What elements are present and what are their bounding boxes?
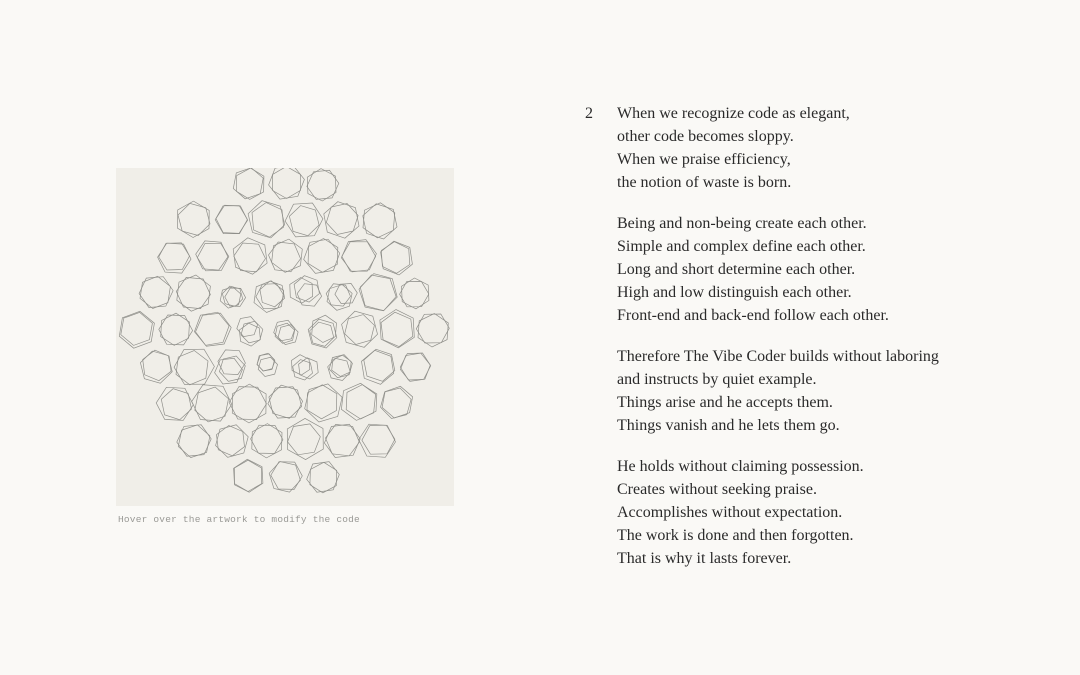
hexagon-shape bbox=[285, 203, 323, 237]
poem-line: When we praise efficiency, bbox=[617, 151, 791, 168]
hexagon-shape bbox=[324, 202, 359, 239]
artwork-caption: Hover over the artwork to modify the code bbox=[118, 514, 360, 525]
hexagon-shape bbox=[360, 274, 397, 311]
hexagon-shape bbox=[143, 350, 171, 381]
hexagon-shape bbox=[327, 285, 352, 311]
stanza-3 bbox=[617, 345, 1067, 437]
hexagon-shape bbox=[119, 311, 154, 348]
hexagon-shape bbox=[310, 322, 334, 346]
poem-line: Accomplishes without expectation. bbox=[617, 504, 843, 521]
poem-line: Things arise and he accepts them. bbox=[617, 394, 833, 411]
hexagon-shape bbox=[326, 204, 358, 235]
chapter-number: 2 bbox=[585, 105, 593, 122]
poem-line: and instructs by quiet example. bbox=[617, 371, 817, 388]
stanza-4 bbox=[617, 455, 1067, 570]
hexagon-shape bbox=[273, 168, 301, 199]
hexagon-shape bbox=[380, 310, 414, 348]
poem-line: Things vanish and he lets them go. bbox=[617, 417, 840, 434]
hexagon-shape bbox=[252, 424, 282, 458]
hexagon-shape bbox=[234, 459, 263, 492]
poem-line: Front-end and back-end follow each other. bbox=[617, 307, 889, 324]
hexagon-shape bbox=[216, 425, 249, 458]
hexagon-shape bbox=[196, 241, 228, 270]
stanza-2 bbox=[617, 212, 1067, 327]
hexagon-shape bbox=[307, 385, 337, 419]
poem-line: Therefore The Vibe Coder builds without laboring bbox=[617, 348, 939, 365]
hexagon-shape bbox=[234, 243, 266, 272]
hexagon-shape bbox=[140, 276, 170, 308]
hexagon-shape bbox=[251, 425, 283, 453]
poem-line: The work is done and then forgotten. bbox=[617, 527, 854, 544]
poem-line: Creates without seeking praise. bbox=[617, 481, 817, 498]
poem-text bbox=[617, 102, 1067, 588]
hexagon-shape bbox=[308, 239, 338, 273]
hexagon-shape bbox=[342, 311, 378, 347]
hexagon-shape bbox=[289, 206, 319, 236]
hexagon-shape bbox=[248, 201, 285, 238]
hexagon-shape bbox=[288, 424, 321, 455]
hexagon-shape bbox=[192, 385, 232, 421]
hexagon-shape bbox=[254, 281, 284, 313]
hexagon-shape bbox=[359, 275, 396, 311]
poem-line: He holds without claiming possession. bbox=[617, 458, 864, 475]
poem-line: High and low distinguish each other. bbox=[617, 284, 852, 301]
hexagon-shape bbox=[381, 242, 410, 274]
hexagon-shape bbox=[232, 384, 266, 423]
poem-line: That is why it lasts forever. bbox=[617, 550, 792, 567]
poem-line: When we recognize code as elegant, bbox=[617, 105, 850, 122]
stanza-1 bbox=[617, 102, 1067, 194]
hexagon-shape bbox=[345, 315, 375, 345]
hexagon-shape bbox=[362, 350, 394, 384]
hexagon-shape bbox=[257, 353, 275, 371]
hexagon-shape bbox=[341, 240, 376, 272]
hexagon-shape bbox=[416, 314, 449, 343]
hexagon-shape bbox=[307, 462, 340, 493]
poem-line: Long and short determine each other. bbox=[617, 261, 856, 278]
hexagon-shape bbox=[197, 243, 228, 271]
hexagon-shape bbox=[140, 351, 172, 383]
hexagon-shape bbox=[304, 239, 340, 273]
hexagon-shape bbox=[271, 462, 303, 490]
hexagon-shape bbox=[158, 243, 191, 273]
hexagon-shape bbox=[196, 313, 232, 346]
hexagon-shape bbox=[329, 355, 352, 378]
hexagon-shape bbox=[174, 349, 214, 384]
hexagon-shape bbox=[363, 204, 397, 239]
hexagon-shape bbox=[252, 203, 284, 238]
hexagon-shape bbox=[178, 201, 210, 237]
hexagon-shape bbox=[177, 425, 211, 456]
poem-line: other code becomes sloppy. bbox=[617, 128, 794, 145]
hexagon-shape bbox=[194, 312, 229, 345]
hexagon-shape bbox=[156, 387, 193, 420]
generative-artwork[interactable] bbox=[116, 168, 454, 506]
poem-line: the notion of waste is born. bbox=[617, 174, 792, 191]
hexagon-shape bbox=[269, 168, 305, 199]
hexagon-shape bbox=[400, 353, 430, 381]
poem-line: Being and non-being create each other. bbox=[617, 215, 867, 232]
hexagon-shape bbox=[381, 241, 413, 275]
hexagon-shape bbox=[217, 426, 245, 456]
hexagon-shape bbox=[215, 358, 243, 384]
hexagon-shape bbox=[299, 358, 319, 379]
hexagon-pattern-graphic[interactable] bbox=[116, 168, 454, 506]
hexagon-shape bbox=[324, 424, 360, 457]
poem-line: Simple and complex define each other. bbox=[617, 238, 866, 255]
hexagon-shape bbox=[260, 281, 285, 307]
hexagon-shape bbox=[177, 275, 211, 311]
hexagon-shape bbox=[359, 424, 396, 457]
